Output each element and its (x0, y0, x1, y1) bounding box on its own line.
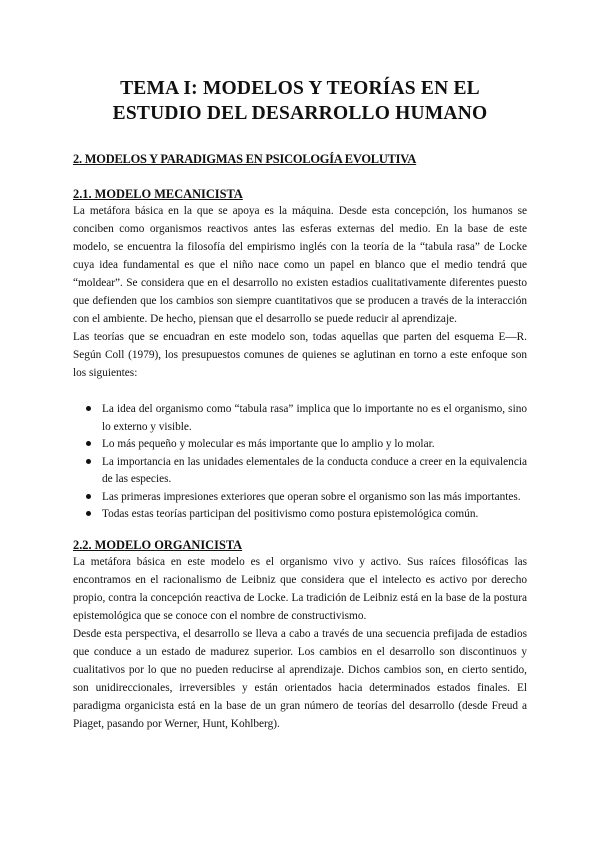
bullet-icon (86, 494, 91, 499)
bullet-icon (86, 511, 91, 516)
paragraph-organicista-2: Desde esta perspectiva, el desarrollo se lleva a cabo a través de una secuencia prefijada de estadios que conduce a un estado de madurez superior. Los cambios en el desarrollo son discontinuos y cualitativos por lo que no pueden reducirse al aprendizaje. Dichos cambios son, en cierto sentido, son unidireccionales, irreversibles y están orientados hacia determinados estados finales. El paradigma organicista está en la base de un gran número de teorías del desarrollo (desde Freud a Piaget, pasando por Werner, Hunt, Kohlberg). (73, 627, 527, 730)
subsection-heading-organicista: 2.2. MODELO ORGANICISTA (73, 537, 243, 552)
page-title (73, 0, 527, 126)
list-item-text: La idea del organismo como “tabula rasa” implica que lo importante no es el organismo, sino lo externo y visible. (102, 403, 527, 433)
page-title-line-2: ESTUDIO DEL DESARROLLO HUMANO (112, 103, 488, 124)
list-item (102, 489, 527, 507)
list-item (102, 506, 527, 524)
bullet-icon (86, 459, 91, 464)
bullet-icon (86, 441, 91, 446)
list-item (102, 454, 527, 489)
list-item-text: Todas estas teorías participan del positivismo como postura epistemológica común. (102, 508, 479, 520)
list-item (102, 401, 527, 436)
page-title-line-1: TEMA I: MODELOS Y TEORÍAS EN EL (120, 78, 480, 99)
bullet-list (73, 401, 527, 524)
paragraph-organicista-1: La metáfora básica en este modelo es el organismo vivo y activo. Sus raíces filosóficas las encontramos en el racionalismo de Leibniz que considera que el intelecto es activo por derecho propio, contra la concepción reactiva de Locke. La tradición de Leibniz está en la base de la postura epistemológica que se conoce con el nombre de constructivismo. (73, 555, 527, 622)
list-item-text: Lo más pequeño y molecular es más importante que lo amplio y lo molar. (102, 438, 435, 450)
list-item (102, 436, 527, 454)
list-item-text: La importancia en las unidades elementales de la conducta conduce a creer en la equivalencia de las especies. (102, 455, 527, 485)
paragraph-mecanicista-2: Las teorías que se encuadran en este modelo son, todas aquellas que parten del esquema E—R. Según Coll (1979), los presupuestos comunes de quienes se aglutinan en torno a este enfoque son los siguientes: (73, 331, 527, 379)
paragraph-mecanicista-1: La metáfora básica en la que se apoya es la máquina. Desde esta concepción, los humanos se conciben como organismos reactivos antes las esferas externas del medio. En la base de este modelo, se encuentra la filosofía del empirismo inglés con la teoría de la “tabula rasa” de Locke cuya idea fundamental es que el niño nace como un papel en blanco que el medio tendrá que “moldear”. Se considera que en el desarrollo no existen estadios cualitativamente diferentes puesto que defienden que los cambios son siempre cuantitativos que se producen a través de la interacción con el ambiente. De hecho, piensan que el desarrollo se puede reducir al aprendizaje. (73, 205, 527, 325)
list-item-text: Las primeras impresiones exteriores que operan sobre el organismo son las más importantes. (102, 490, 521, 503)
section-heading: 2. MODELOS Y PARADIGMAS EN PSICOLOGÍA EVOLUTIVA (73, 152, 417, 166)
bullet-icon (86, 406, 91, 411)
subsection-heading-mecanicista: 2.1. MODELO MECANICISTA (73, 187, 243, 201)
